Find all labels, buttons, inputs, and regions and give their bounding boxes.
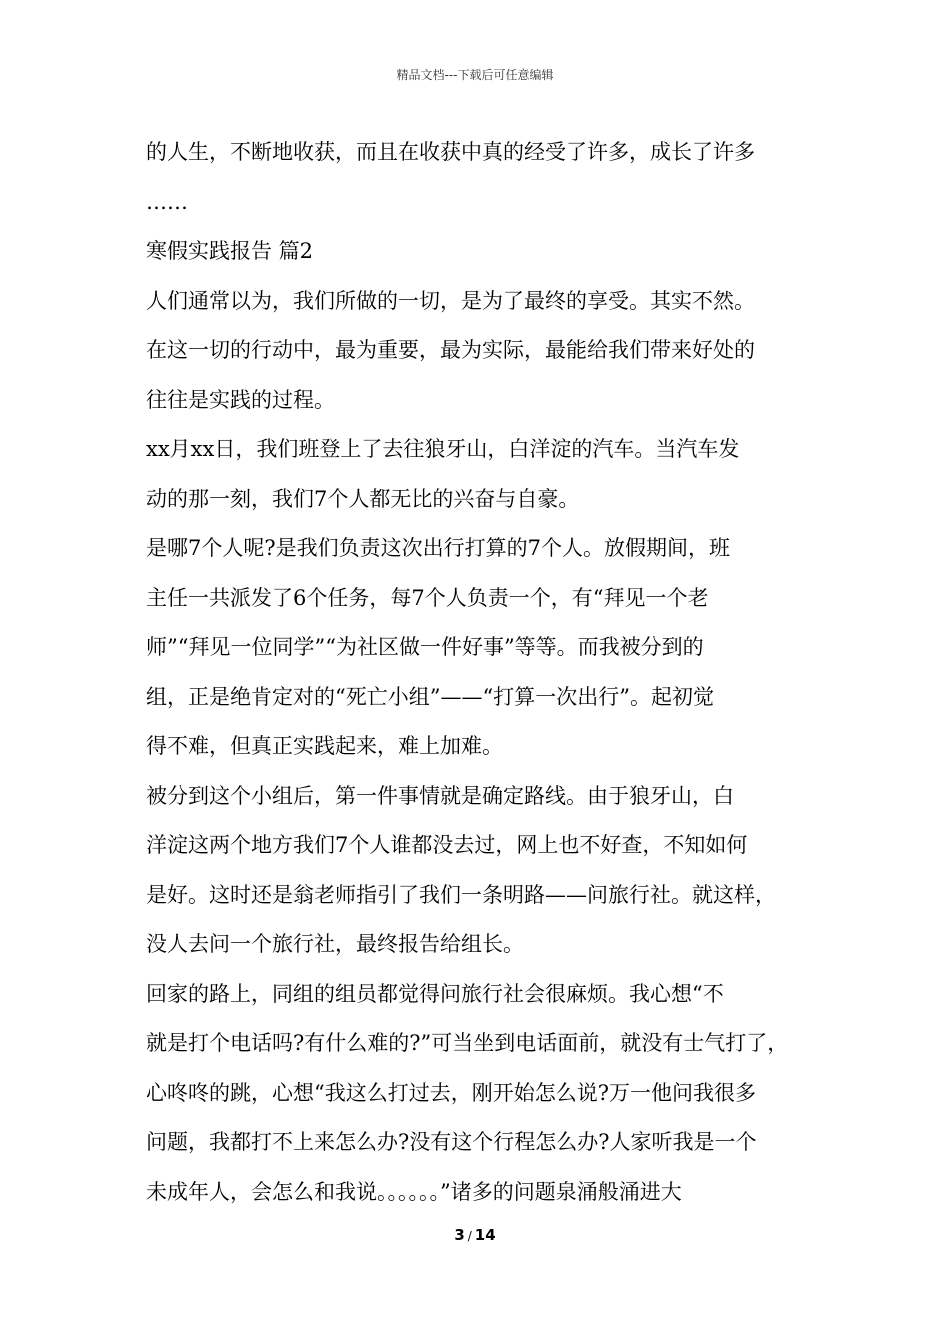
text-line: 就是打个电话吗?有什么难的?”可当坐到电话面前，就没有士气打了， <box>146 1031 789 1055</box>
text-line: 主任一共派发了6个任务，每7个人负责一个，有“拜见一个老 <box>146 585 709 610</box>
text-line: 人们通常以为，我们所做的一切，是为了最终的享受。其实不然。 <box>146 288 755 313</box>
text-line: 未成年人，会怎么和我说。。。。。。”诸多的问题泉涌般涌进大 <box>146 1179 682 1204</box>
total-pages-number: 14 <box>474 1226 496 1244</box>
text-line: 心咚咚的跳，心想“我这么打过去，刚开始怎么说?万一他问我很多 <box>146 1080 756 1105</box>
page-header: 精品文档---下载后可任意编辑 <box>396 68 554 82</box>
text-line: 问题，我都打不上来怎么办?没有这个行程怎么办?人家听我是一个 <box>146 1130 757 1154</box>
text-line: 在这一切的行动中，最为重要，最为实际，最能给我们带来好处的 <box>146 338 755 362</box>
text-line: 是好。这时还是翁老师指引了我们一条明路——问旅行社。就这样， <box>146 882 776 907</box>
text-line: …… <box>146 189 188 214</box>
text-line: 没人去问一个旅行社，最终报告给组长。 <box>146 932 524 956</box>
text-line: 得不难，但真正实践起来，难上加难。 <box>146 734 503 758</box>
text-line: 动的那一刻，我们7个人都无比的兴奋与自豪。 <box>146 486 580 511</box>
page-separator: / <box>467 1229 472 1243</box>
text-line: 洋淀这两个地方我们7个人谁都没去过，网上也不好查，不知如何 <box>146 833 748 857</box>
current-page-number: 3 <box>454 1226 465 1244</box>
text-line: 被分到这个小组后，第一件事情就是确定路线。由于狼牙山，白 <box>146 783 734 808</box>
text-line: 组，正是绝肯定对的“死亡小组”——“打算一次出行”。起初觉 <box>146 684 714 709</box>
text-line: 是哪7个人呢?是我们负责这次出行打算的7个人。放假期间，班 <box>146 536 730 560</box>
section-heading: 寒假实践报告 篇2 <box>146 239 314 263</box>
text-line: 的人生，不断地收获，而且在收获中真的经受了许多，成长了许多 <box>146 140 755 164</box>
body-text <box>146 128 816 1217</box>
page-number <box>0 1226 950 1244</box>
text-line: 回家的路上，同组的组员都觉得问旅行社会很麻烦。我心想“不 <box>146 981 724 1006</box>
text-line: xx月xx日，我们班登上了去往狼牙山，白洋淀的汽车。当汽车发 <box>146 437 740 461</box>
text-line: 往往是实践的过程。 <box>146 387 335 412</box>
text-line: 师”“拜见一位同学”“为社区做一件好事”等等。而我被分到的 <box>146 635 704 659</box>
